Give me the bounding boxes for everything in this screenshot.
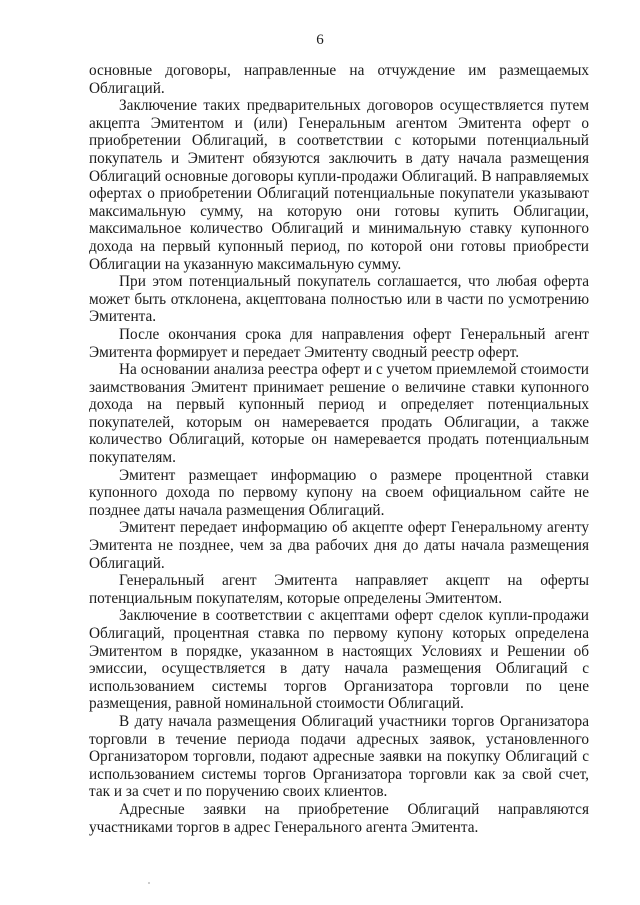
paragraph: Адресные заявки на приобретение Облигаций направляются участниками торгов в адрес Генерального агента Эмитента. (89, 800, 589, 836)
paragraph: основные договоры, направленные на отчуждение им размещаемых Облигаций. (89, 62, 589, 97)
scan-speck (148, 882, 150, 884)
page-number: 6 (316, 32, 324, 48)
paragraph: На основании анализа реестра оферт и с учетом приемлемой стоимости заимствования Эмитент принимает решение о величине ставки купонного дохода на первый купонный период и определяет потенциальных покупателей, которым он намеревается продать Облигации, а также количество Облигаций, которые он намеревается продать потенциальным покупателям. (89, 361, 589, 467)
paragraph: Эмитент размещает информацию о размере процентной ставки купонного дохода по первому купону на своем официальном сайте не позднее даты начала размещения Облигаций. (89, 466, 589, 519)
paragraph: Генеральный агент Эмитента направляет акцепт на оферты потенциальным покупателям, которые определены Эмитентом. (89, 572, 589, 607)
paragraph: После окончания срока для направления оферт Генеральный агент Эмитента формирует и передает Эмитенту сводный реестр оферт. (89, 325, 589, 361)
paragraph: Эмитент передает информацию об акцепте оферт Генеральному агенту Эмитента не позднее, чем за два рабочих дня до даты начала размещения Облигаций. (89, 519, 589, 572)
paragraph: Заключение таких предварительных договоров осуществляется путем акцепта Эмитентом и (или) Генеральным агентом Эмитента оферт о приобретении Облигаций, в соответствии с которыми потенциальный покупатель и Эмитент обязуются заключить в дату начала размещения Облигаций основные договоры купли-продажи Облигаций. В направляемых офертах о приобретении Облигаций потенциальные покупатели указывают максимальную сумму, на которую они готовы купить Облигации, максимальное количество Облигаций и минимальную ставку купонного дохода на первый купонный период, по которой они готовы приобрести Облигации на указанную максимальную сумму. (89, 97, 589, 273)
paragraph: В дату начала размещения Облигаций участники торгов Организатора торговли в течение периода подачи адресных заявок, установленного Организатором торговли, подают адресные заявки на покупку Облигаций с использованием системы торгов Организатора торговли как за свой счет, так и за счет и по поручению своих клиентов. (89, 712, 589, 801)
paragraph: Заключение в соответствии с акцептами оферт сделок купли-продажи Облигаций, процентная ставка по первому купону которых определена Эмитентом в порядке, указанном в настоящих Условиях и Решении об эмиссии, осуществляется в дату начала размещения Облигаций с использованием системы торгов Организатора торговли по цене размещения, равной номинальной стоимости Облигаций. (89, 607, 589, 713)
paragraph: При этом потенциальный покупатель соглашается, что любая оферта может быть отклонена, акцептована полностью или в части по усмотрению Эмитента. (89, 273, 589, 326)
document-body (89, 62, 589, 836)
